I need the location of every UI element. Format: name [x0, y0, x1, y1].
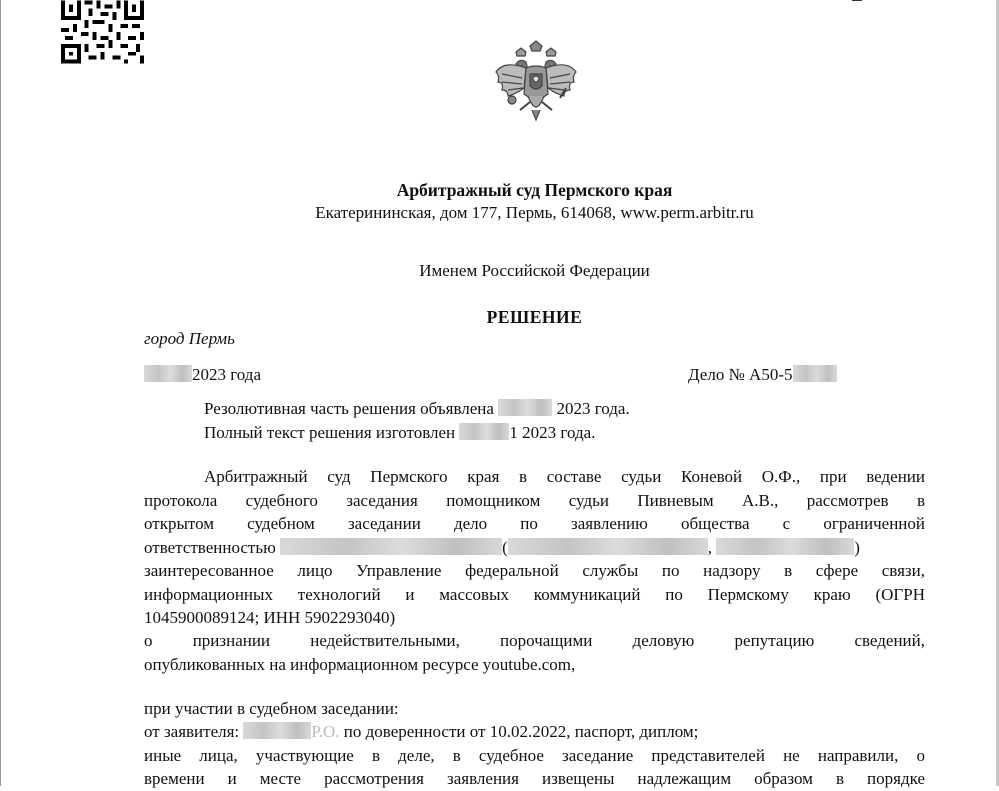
qr-code-icon — [61, 0, 144, 64]
resolution-announced-label: Резолютивная часть решения объявлена — [204, 399, 494, 418]
paren-close: ) — [854, 538, 860, 557]
redacted-surname — [243, 722, 311, 739]
resolution-announced-year: 2023 года. — [556, 399, 630, 418]
document-type: РЕШЕНИЕ — [486, 307, 583, 327]
coat-of-arms-emblem — [490, 38, 582, 130]
redacted-date — [459, 423, 509, 440]
in-name-of: Именем Российской Федерации — [419, 261, 650, 280]
redacted-case-number — [793, 365, 837, 382]
city-line: город Пермь — [144, 329, 235, 348]
redacted-company-name — [280, 538, 502, 555]
paragraph-line: протокола судебного заседания помощником судьи Пивневым А.В., рассмотрев в — [144, 491, 925, 510]
paragraph-line: 1045900089124; ИНН 5902293040) — [144, 608, 396, 627]
redacted-date — [498, 399, 552, 416]
paren-open: ( — [502, 538, 508, 557]
applicant-label: ответственностью — [144, 538, 276, 557]
decision-date — [144, 363, 261, 387]
paragraph-line: времени и месте рассмотрения заявления извещены надлежащим образом в порядке — [144, 769, 925, 788]
paragraph-line: Арбитражный суд Пермского края в составе судьи Коневой О.Ф., при ведении — [204, 467, 925, 486]
resolution-announced — [204, 397, 630, 421]
applicant-rep-label: от заявителя: — [144, 722, 240, 741]
court-address: Екатерининская, дом 177, Пермь, 614068, www.perm.arbitr.ru — [315, 203, 754, 222]
applicant-representative — [144, 720, 698, 744]
paragraph-line: о признании недействительными, порочащими деловую репутацию сведений, — [144, 631, 925, 650]
case-prefix: Дело № А50-5 — [688, 365, 793, 384]
full-text-label: Полный текст решения изготовлен — [204, 423, 456, 442]
paragraph-line: иные лица, участвующие в деле, в судебное заседание представителей не направили, о — [144, 746, 925, 765]
paragraph-line: информационных технологий и массовых коммуникаций по Пермскому краю (ОГРН — [144, 585, 925, 604]
corner-mark — [852, 0, 862, 1]
redacted-inn — [716, 538, 854, 555]
full-text-made — [204, 421, 595, 445]
page-left-edge — [0, 0, 1, 786]
court-name: Арбитражный суд Пермского края — [396, 180, 673, 200]
rep-initials: Р.О. — [311, 722, 340, 741]
rep-power-of-attorney: по доверенности от 10.02.2022, паспорт, диплом; — [343, 722, 699, 741]
paragraph-line-redacted — [144, 536, 860, 560]
comma: , — [707, 538, 712, 557]
date-suffix: 2023 года — [192, 365, 262, 384]
paragraph-line: опубликованных на информационном ресурсе youtube.com, — [144, 655, 576, 674]
full-text-year: 1 2023 года. — [509, 423, 596, 442]
paragraph-line: заинтересованное лицо Управление федеральной службы по надзору в сфере связи, — [144, 561, 925, 580]
redacted-ogrn — [508, 538, 708, 555]
redacted-date — [144, 365, 192, 382]
paragraph-line: открытом судебном заседании дело по заявлению общества с ограниченной — [144, 514, 925, 533]
paragraph-line: при участии в судебном заседании: — [144, 699, 399, 718]
case-number — [688, 363, 837, 387]
